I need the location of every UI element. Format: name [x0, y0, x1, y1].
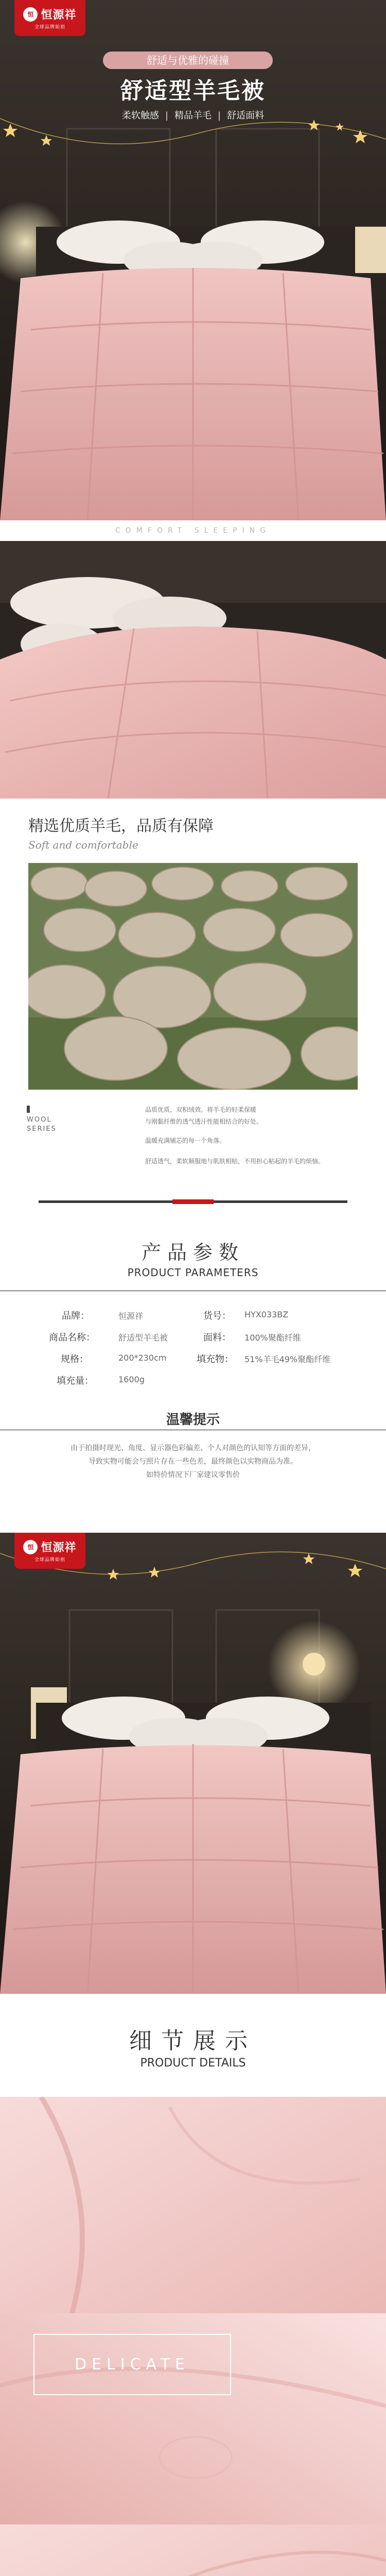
notice-title: 温馨提示 [166, 1412, 220, 1428]
wool-series-label [27, 1115, 57, 1134]
hero-feature-divider: | [165, 110, 168, 121]
soft-description-1: 品质优质，双积绒效。将羊毛的轻柔保暖 [145, 1106, 257, 1113]
bed-photo [0, 541, 386, 799]
details-subtitle: PRODUCT DETAILS [140, 2057, 246, 2070]
param-key: 货号： [203, 1311, 231, 1321]
soft-description-3: 温暖充满铺芯的每一个角落。 [145, 1137, 226, 1144]
brand-name: 恒源祥 [41, 1541, 77, 1554]
wool-series-line-1: WOOL [27, 1116, 52, 1124]
param-value: 1600g [118, 1375, 145, 1384]
param-key: 品牌： [62, 1311, 90, 1321]
param-key: 面料： [203, 1332, 231, 1343]
comfort-banner [0, 520, 386, 541]
brand-mark-icon: 恒 [23, 1540, 38, 1554]
param-value: 200*230cm [118, 1353, 167, 1363]
brand-tagline: 全球品牌始祖 [34, 25, 65, 30]
hero-section [0, 0, 386, 520]
hero-2-section [0, 1533, 386, 1994]
param-value: 恒源祥 [118, 1311, 144, 1321]
hero-feature-1: 柔软触感 [121, 110, 159, 121]
hero-feature-divider: | [218, 110, 221, 121]
hero-title: 舒适型羊毛被 [120, 78, 266, 104]
notice-line-2: 导致实物可能会与照片存在一些色差，最终颜色以实物商品为准。 [89, 1458, 297, 1466]
soft-description-4: 舒适透气，柔软顺服地与肌肤相贴，不用担心粘起的羊毛的烦恼。 [145, 1158, 325, 1165]
brand-name: 恒源祥 [41, 9, 77, 22]
params-title: 产品参数 [141, 1241, 244, 1264]
param-value: 舒适型羊毛被 [118, 1333, 168, 1343]
param-key: 填充量： [57, 1376, 94, 1386]
hero-features [0, 108, 386, 122]
hero-2-photo [0, 1533, 386, 1994]
hero-tag: 舒适与优雅的碰撞 [103, 52, 273, 69]
details-section [0, 1994, 386, 2576]
hero-feature-2: 精品羊毛 [174, 110, 212, 121]
delicate-label: DELICATE [74, 2355, 190, 2374]
param-key: 商品名称： [49, 1332, 95, 1343]
brand-logo[interactable] [14, 0, 85, 36]
brand-mark-icon: 恒 [23, 7, 38, 22]
bed-photo-section [0, 541, 386, 799]
sheep-photo [28, 863, 358, 1090]
section-divider-accent [172, 1199, 214, 1204]
soft-subtitle: Soft and comfortable [28, 839, 138, 851]
brand-logo-2[interactable] [14, 1533, 85, 1569]
wool-series-marker [27, 1106, 30, 1113]
param-value: HYX033BZ [244, 1310, 289, 1319]
wool-series-line-2: SERIES [27, 1125, 57, 1133]
notice-line-3: 如特价情况下厂家建议零售价 [146, 1471, 240, 1479]
hero-feature-3: 舒适面料 [227, 110, 265, 121]
params-subtitle: PRODUCT PARAMETERS [127, 1266, 259, 1279]
soft-title: 精选优质羊毛，品质有保障 [28, 817, 214, 835]
comfort-caption: COMFORT SLEEPING [115, 527, 271, 535]
param-key: 填充物： [197, 1354, 234, 1365]
notice-line-1: 由于拍摄时现光、角度、显示器色彩偏差、个人对颜色的认知等方面的差异， [71, 1444, 315, 1452]
brand-tagline: 全球品牌始祖 [34, 1557, 65, 1563]
params-section [0, 1216, 386, 1533]
param-value: 100%聚酯纤维 [244, 1333, 301, 1343]
details-title: 细节展示 [129, 2028, 257, 2054]
delicate-frame [33, 2334, 231, 2395]
soft-description-2: 与刚黏纤维的透气透汗性能相结合的好处。 [145, 1118, 263, 1125]
details-header [0, 1994, 386, 2097]
soft-section [0, 799, 386, 1216]
param-value: 51%羊毛49%聚酯纤维 [244, 1354, 331, 1364]
param-key: 规格： [61, 1354, 89, 1365]
